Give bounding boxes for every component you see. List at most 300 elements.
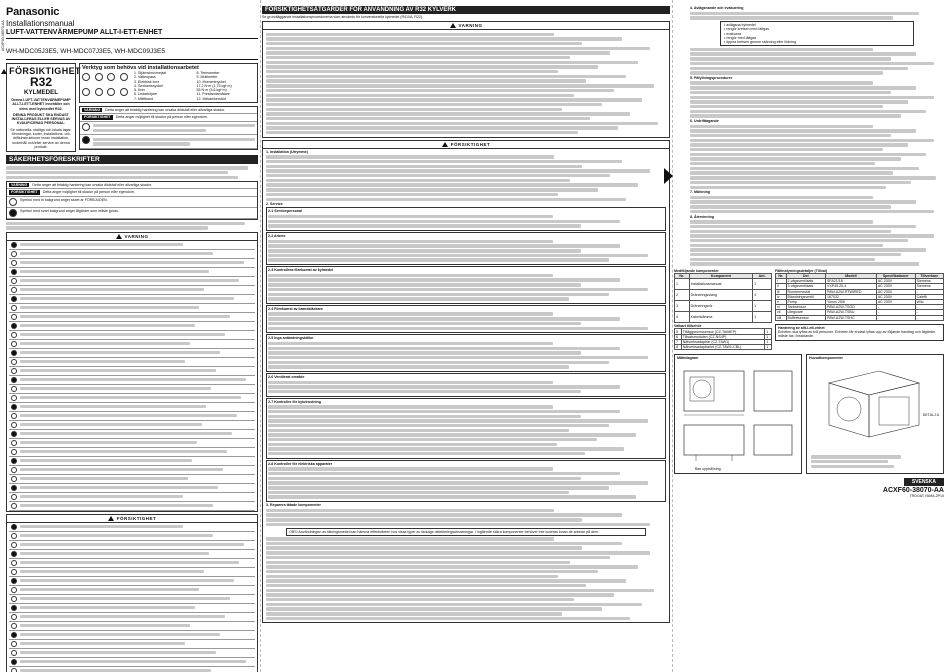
section-body: [266, 537, 666, 620]
text-line: [268, 438, 597, 441]
text-line: [266, 126, 618, 129]
section-heading: 2-1 Servicepersonal: [268, 209, 302, 214]
prohibited-icon: [11, 587, 17, 593]
sub-section: [266, 207, 666, 231]
warning-list-title: VARNING: [124, 233, 149, 239]
procedure-list: [720, 21, 914, 46]
text-line: [268, 472, 620, 475]
symbol-text-2: Symbol med svart bakgrund anger åtgärder som måste göras.: [20, 208, 119, 213]
safety-item: [9, 367, 255, 376]
tool-item: 5. Kniv: [134, 88, 145, 93]
text-line: [268, 433, 636, 436]
text-line: [690, 200, 916, 203]
cell: Yonos 25/6: [826, 299, 877, 304]
text-line: [266, 112, 630, 115]
text-line: [690, 157, 901, 160]
column-left: [1, 6, 258, 666]
hex-key-icon: [120, 73, 128, 81]
mandatory-icon: [11, 578, 17, 584]
section-body: [690, 220, 944, 266]
text-line: [268, 224, 581, 227]
procedure-step: • öppna kretsen genom skärning eller lödning: [724, 40, 796, 45]
prohibited-icon: [11, 494, 17, 500]
tool-item: 6. Ledarböjare: [134, 92, 158, 97]
prohibited-icon: [11, 359, 17, 365]
cell: -: [915, 305, 943, 310]
text-line: [268, 249, 581, 252]
mandatory-icon: [11, 377, 17, 383]
table-row: [675, 312, 772, 323]
level-icon: [95, 73, 103, 81]
column-middle: [262, 6, 670, 666]
section-heading: 2-8 Kontroller för elektriska apparater: [268, 461, 333, 466]
cell: Dräneringsrör: [689, 301, 753, 312]
text-line: [268, 297, 569, 300]
prohibited-icon: [11, 503, 17, 509]
text-line: [266, 56, 570, 59]
model-list-text: WH-MDC05J3E5, WH-MDC07J3E5, WH-MDC09J3E5: [6, 48, 166, 55]
knife-icon: [82, 88, 90, 96]
safety-item: [9, 532, 255, 541]
col-header: Ant.: [753, 274, 772, 279]
text-line: [266, 51, 610, 54]
safety-item: [9, 586, 255, 595]
safety-item: [9, 295, 255, 304]
table-row: [675, 290, 772, 301]
text-line: [268, 258, 609, 261]
text-line: [690, 81, 873, 84]
text-line: [268, 385, 620, 388]
safety-item: [9, 502, 255, 511]
text-line: [266, 169, 650, 172]
mandatory-icon: [11, 605, 17, 611]
safety-item: [9, 475, 255, 484]
text-line: [690, 96, 934, 99]
r32-warning-title: VARNING: [458, 23, 483, 29]
mandatory-icon: [11, 485, 17, 491]
text-line: [266, 65, 598, 68]
field-supply-table: [775, 273, 944, 321]
text-line: [266, 579, 626, 582]
section-body: [690, 125, 944, 189]
components-diagram: [806, 354, 944, 474]
warning-rows: [7, 241, 257, 511]
text-line: [690, 234, 934, 237]
options-table: [674, 328, 772, 350]
text-line: [266, 518, 582, 521]
tool-item: 1. Stjärnskruvmejsel: [134, 71, 167, 75]
language-badge: SVENSKA: [904, 478, 944, 486]
warning-triangle-icon: [116, 234, 122, 239]
caution-list: [6, 514, 258, 672]
caution-rows: [7, 523, 257, 672]
col-header: Nr.: [776, 274, 787, 279]
text-line: [266, 47, 650, 50]
text-line: [690, 110, 926, 113]
text-line: [690, 171, 893, 174]
safety-item: [9, 667, 255, 672]
safety-item: [9, 649, 255, 658]
text-line: [266, 122, 658, 125]
cell: AC 230V: [876, 284, 915, 289]
text-line: [690, 48, 873, 51]
text-line: [690, 134, 891, 137]
text-line: [266, 198, 626, 201]
cell: -: [876, 315, 915, 320]
brand-logo: Panasonic: [6, 6, 60, 18]
safety-item: [9, 541, 255, 550]
refrigerant-name: R32: [29, 75, 52, 89]
prohibited-icon: [11, 422, 17, 428]
text-line: [266, 131, 578, 134]
section-body: [690, 196, 944, 213]
mandatory-icon: [82, 136, 90, 144]
section-body: [268, 467, 664, 499]
text-line: [268, 361, 609, 364]
table-row: [675, 301, 772, 312]
r32-caution-title: FÖRSIKTIGHET: [450, 141, 491, 147]
cell: 1: [675, 279, 690, 290]
text-line: [266, 593, 614, 596]
text-line: [266, 103, 602, 106]
prohibited-icon: [11, 596, 17, 602]
section-body: [690, 48, 944, 75]
lift-title: Hantering av allt-i-ett-enhet: [778, 325, 825, 330]
sub-section: [266, 232, 666, 265]
text-line: [268, 274, 553, 277]
prohibited-icon: [11, 560, 17, 566]
continued-sections: [674, 6, 944, 266]
safety-item: [9, 268, 255, 277]
text-line: [268, 317, 620, 320]
cell: -: [876, 305, 915, 310]
text-line: [266, 108, 562, 111]
cell: Tilläggsrumssensor (CZ-TA08EP): [681, 329, 764, 334]
text-line: [266, 174, 610, 177]
drill-icon: [107, 73, 115, 81]
safety-item: [9, 631, 255, 640]
mandatory-icon: [11, 269, 17, 275]
symbol-table: [79, 106, 258, 150]
text-line: [690, 225, 916, 228]
cell: v: [776, 299, 787, 304]
section-body: [268, 312, 664, 329]
text-line: [266, 607, 602, 610]
text-line: [266, 509, 554, 512]
tools-box: [79, 63, 258, 103]
lift-box: [775, 324, 944, 341]
prohibited-icon: [11, 332, 17, 338]
section-body: [690, 81, 944, 117]
prohibited-icon: [11, 623, 17, 629]
mandatory-icon: [11, 659, 17, 665]
procedure-step: • rengör med lättgas: [724, 35, 757, 40]
legend-caution-text: Detta anger möjlighet till skador på person eller egendom.: [42, 190, 135, 195]
footer-code: TROOAT.YAMA.2P10: [909, 494, 944, 499]
prohibited-icon: [11, 440, 17, 446]
wrench-icon: [120, 88, 128, 96]
cell: 1: [753, 279, 772, 290]
text-line: [690, 244, 883, 247]
text-line: [690, 100, 908, 103]
prohibited-icon: [11, 260, 17, 266]
symbol-text-1: Symbol med bl bakgrund anger slutet är FÖRBJUDEN.: [20, 197, 108, 202]
tools-title: Verktyg som behövs vid installationsarbetet: [82, 65, 199, 71]
cell: Utegivare: [786, 310, 825, 315]
text-line: [266, 565, 638, 568]
cell: 3: [675, 301, 690, 312]
safety-item: [9, 604, 255, 613]
text-line: [266, 79, 586, 82]
prohibited-icon: [11, 533, 17, 539]
text-line: [266, 70, 558, 73]
text-line: [690, 125, 873, 128]
text-line: [266, 155, 554, 158]
safety-item: [9, 448, 255, 457]
cell: 5: [675, 329, 682, 334]
section-heading: 2-7 Kontroller för kylutrustning: [268, 399, 321, 404]
col-header: Nr.: [675, 274, 690, 279]
text-line: [268, 486, 609, 489]
text-line: [690, 167, 919, 170]
text-line: [690, 210, 934, 213]
safety-item: [9, 241, 255, 250]
text-line: [266, 89, 614, 92]
warning-triangle-icon: [442, 142, 448, 147]
legend-box: [6, 181, 258, 220]
caution-heading: FÖRSIKTIGHET: [9, 66, 81, 76]
diagram-label: Huvudkomponenter: [809, 356, 843, 361]
cell: Kabelklämma: [689, 312, 753, 323]
section-heading: 1. Installation (Utrymme): [266, 149, 308, 154]
text-line: [268, 351, 581, 354]
prohibited-icon: [11, 386, 17, 392]
text-line: [690, 67, 908, 70]
section-heading: 3. Reparera tätade komponenter: [266, 503, 321, 508]
cell: 1: [765, 339, 772, 344]
prohibited-symbol-icon: [9, 198, 17, 206]
text-line: [690, 205, 891, 208]
col-header: Komponent: [689, 274, 753, 279]
cell: Caleffi: [915, 294, 943, 299]
cell: Tillsatsmodulen (CZ-NS4P): [681, 334, 764, 339]
text-line: [690, 105, 883, 108]
text-line: [266, 183, 638, 186]
cell: AC 230V: [876, 279, 915, 284]
col-header: Modell: [826, 274, 877, 279]
cell: Tanksensor: [786, 305, 825, 310]
mandatory-icon: [11, 323, 17, 329]
procedure-step-text: rengör med lättgas: [726, 35, 757, 40]
text-line: [266, 160, 622, 163]
safety-item: [9, 259, 255, 268]
warning-triangle-icon: [108, 516, 114, 521]
text-line: [268, 381, 553, 384]
cell: 1: [753, 312, 772, 323]
tool-item: 12. Mekanikerstöd: [196, 96, 226, 101]
prohibited-icon: [11, 668, 17, 672]
safety-item: [9, 523, 255, 532]
text-line: [266, 98, 642, 101]
text-line: [266, 179, 570, 182]
prohibited-icon: [11, 542, 17, 548]
mandatory-icon: [11, 524, 17, 530]
cell: VXP45.20-4: [826, 284, 877, 289]
col-header: Tillverkare: [915, 274, 943, 279]
cell: vi: [776, 305, 787, 310]
tool-item: 8. Termometer: [196, 71, 220, 75]
text-line: [268, 452, 585, 455]
text-line: [268, 477, 581, 480]
text-line: [690, 176, 936, 179]
text-line: [266, 617, 630, 620]
column-right: [674, 6, 944, 666]
text-line: [268, 405, 553, 408]
sub-section: [266, 398, 666, 459]
section-heading: 6. Urdrifttagande: [690, 118, 719, 123]
section-body: [266, 155, 666, 201]
text-line: [268, 356, 648, 359]
safety-item: [9, 304, 255, 313]
caution-legend-text: Detta anger möjlighet till skador på person eller egendom.: [115, 115, 208, 120]
text-line: [268, 240, 553, 243]
text-line: [268, 429, 569, 432]
col-header: Del: [786, 274, 825, 279]
sub-section: [266, 373, 666, 397]
fold-arrow-icon: [664, 168, 673, 184]
text-line: [268, 244, 620, 247]
procedure-step: • rengör kretsen med lättgas: [724, 27, 770, 32]
procedure-step-text: evakuera: [726, 31, 742, 36]
text-line: [266, 551, 650, 554]
prohibited-icon: [11, 314, 17, 320]
text-line: [268, 495, 636, 498]
mandatory-icon: [11, 296, 17, 302]
accessories-table: [674, 273, 772, 323]
cell: Blandningsventil: [786, 294, 825, 299]
section-body: [268, 274, 664, 301]
text-line: [268, 447, 624, 450]
section-body: [266, 509, 666, 526]
cell: SFA21/18: [826, 279, 877, 284]
text-line: [268, 327, 648, 330]
caution-note-3: Se nationella, statliga och lokala lagar, förordningar, koder, installations- och driftsinstruktioner innan installation, underhåll och/eller service av denna produkt.: [10, 127, 72, 149]
field-title: Fältinstyrningsdetaljer (Tillval): [775, 268, 828, 273]
section-body: [268, 240, 664, 262]
cell: viii: [776, 315, 787, 320]
warning-tag: VARNING: [11, 183, 28, 188]
text-line: [266, 75, 626, 78]
text-line: [266, 603, 642, 606]
text-line: [266, 546, 582, 549]
safety-item: [9, 286, 255, 295]
safety-item: [9, 385, 255, 394]
procedure-step-text: rengör kretsen med lättgas: [726, 27, 770, 32]
cell: Installationsmanual: [689, 279, 753, 290]
dimension-diagram: [674, 354, 802, 474]
safety-item: [9, 457, 255, 466]
cell: -: [915, 310, 943, 315]
prohibited-icon: [11, 467, 17, 473]
safety-item: [9, 322, 255, 331]
document-code: ACXF60-38070-AA: [882, 487, 944, 495]
section-heading: 4. Avlägsnande och evakuering: [690, 6, 744, 10]
safety-item: [9, 466, 255, 475]
text-line: [690, 139, 934, 142]
tool-item: 2. Vattenpass: [134, 75, 156, 80]
cell: Rumtermostat: [786, 289, 825, 294]
mandatory-icon: [11, 242, 17, 248]
cell: Wilo: [915, 299, 943, 304]
text-line: [266, 94, 574, 97]
section-heading: 5. Påfyllningsprocedurer: [690, 75, 733, 80]
side-code: ACXF60-38070-AA: [1, 20, 5, 51]
mandatory-symbol-icon: [9, 209, 17, 217]
tool-item: 55 N·m (5,6 kgf·m): [196, 88, 227, 93]
text-line: [268, 254, 648, 257]
cell: -: [876, 310, 915, 315]
text-line: [268, 443, 557, 446]
text-line: [266, 561, 570, 564]
caution-tag: FÖRSIKTIGHET: [11, 190, 38, 195]
cell: 167032: [826, 294, 877, 299]
text-line: [690, 162, 875, 165]
mandatory-icon: [11, 458, 17, 464]
sub-section: [266, 305, 666, 333]
procedure-step-text: öppna kretsen genom skärning eller lödning: [726, 40, 796, 45]
tool-item: 10. Momentnyckel: [196, 79, 226, 84]
fold-line: [260, 0, 261, 672]
caution-list-title: FÖRSIKTIGHET: [116, 515, 157, 521]
manual-title: Installationsmanual: [6, 19, 75, 28]
cell: PAW-A2W-TSOD: [826, 305, 877, 310]
prohibited-icon: [11, 569, 17, 575]
tool-item: 11. Prestandamätare: [196, 92, 230, 97]
mandatory-icon: [11, 632, 17, 638]
text-line: [268, 342, 553, 345]
text-line: [690, 91, 891, 94]
text-line: [690, 196, 873, 199]
warning-list: [6, 232, 258, 512]
section-body: [268, 405, 664, 455]
cell: Dräneringsslang: [689, 290, 753, 301]
text-line: [266, 61, 638, 64]
options-title: Valbart tillbehör: [674, 324, 702, 329]
cell: Nätverksadaptrarlet (CZ-TAW1-CBL): [681, 345, 764, 350]
caution-note-1: Denna LUFT-VATTENVÄRMEPUMP ALLT-I-ETT-ENHET innehåller och drivs med kylmedlet R32.: [11, 98, 71, 111]
text-line: [268, 415, 581, 418]
refrigerant-sub: KYLMEDEL: [23, 89, 59, 96]
prohibited-icon: [11, 650, 17, 656]
safety-item: [9, 568, 255, 577]
safety-item: [9, 622, 255, 631]
text-line: [268, 424, 609, 427]
text-line: [266, 193, 558, 196]
text-line: [268, 365, 569, 368]
cell: Siemens: [915, 284, 943, 289]
product-title: LUFT-VATTENVÄRMEPUMP ALLT-I-ETT-ENHET: [6, 29, 163, 36]
text-line: [268, 288, 648, 291]
text-line: [268, 410, 620, 413]
text-line: [266, 188, 598, 191]
screwdriver-icon: [82, 73, 90, 81]
section-body: [268, 215, 664, 228]
unit-drawing-svg: [676, 363, 802, 473]
safety-item: [9, 613, 255, 622]
tool-item: 7. Måttband: [134, 96, 153, 101]
safety-item: [9, 313, 255, 322]
cell: -: [915, 315, 943, 320]
